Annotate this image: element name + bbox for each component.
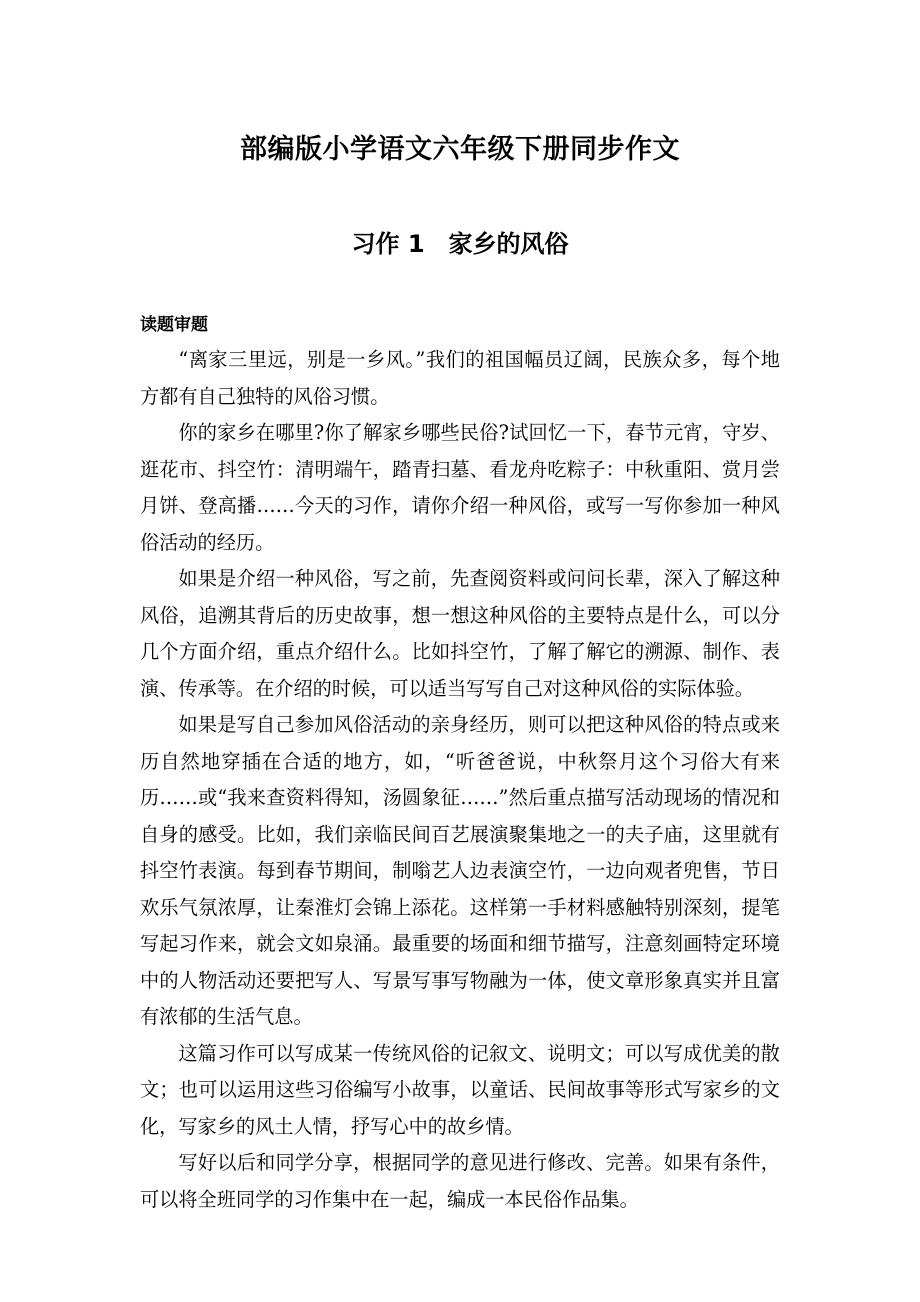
paragraph-6: 写好以后和同学分享，根据同学的意见进行修改、完善。如果有条件，可以将全班同学的习作集中在一起，编成一本民俗作品集。 (140, 1151, 780, 1211)
paragraph-1: “离家三里远，别是一乡风。”我们的祖国幅员辽阔，民族众多，每个地方都有自己独特的风俗习惯。 (140, 348, 780, 408)
document-body (140, 308, 780, 1218)
paragraph-4: 如果是写自己参加风俗活动的亲身经历，则可以把这种风俗的特点或来历自然地穿插在合适的地方，如，“听爸爸说，中秋祭月这个习俗大有来历……或“我来查资料得知，汤圆象征……”然后重点描写活动现场的情况和自身的感受。比如，我们亲临民间百艺展演聚集地之一的夫子庙，这里就有抖空竹表演。每到春节期间，制嗡艺人边表演空竹，一边向观者兜售，节日欢乐气氛浓厚，让秦淮灯会锦上添花。这样第一手材料感触特别深刻，提笔写起习作来，就会文如泉涌。最重要的场面和细节描写，注意刻画特定环境中的人物活动还要把写人、写景写事写物融为一体，使文章形象真实并且富有浓郁的生活气息。 (140, 713, 780, 1028)
paragraph-2: 你的家乡在哪里?你了解家乡哪些民俗?试回忆一下，春节元宵，守岁、逛花市、抖空竹：清明端午，踏青扫墓、看龙舟吃粽子：中秋重阳、赏月尝月饼、登高播……今天的习作，请你介绍一种风俗，或写一写你参加一种风俗活动的经历。 (140, 421, 780, 554)
paragraph-3: 如果是介绍一种风俗，写之前，先查阅资料或问问长辈，深入了解这种风俗，追溯其背后的历史故事，想一想这种风俗的主要特点是什么，可以分几个方面介绍，重点介绍什么。比如抖空竹，了解了解它的溯源、制作、表演、传承等。在介绍的时候，可以适当写写自己对这种风俗的实际体验。 (140, 567, 780, 700)
section-heading: 读题审题 (140, 315, 208, 335)
paragraph-5: 这篇习作可以写成某一传统风俗的记叙文、说明文；可以写成优美的散文；也可以运用这些习俗编写小故事，以童话、民间故事等形式写家乡的文化，写家乡的风土人情，抒写心中的故乡情。 (140, 1041, 780, 1138)
document-subtitle: 习作 1 家乡的风俗 (351, 230, 569, 258)
document-title: 部编版小学语文六年级下册同步作文 (240, 134, 680, 165)
